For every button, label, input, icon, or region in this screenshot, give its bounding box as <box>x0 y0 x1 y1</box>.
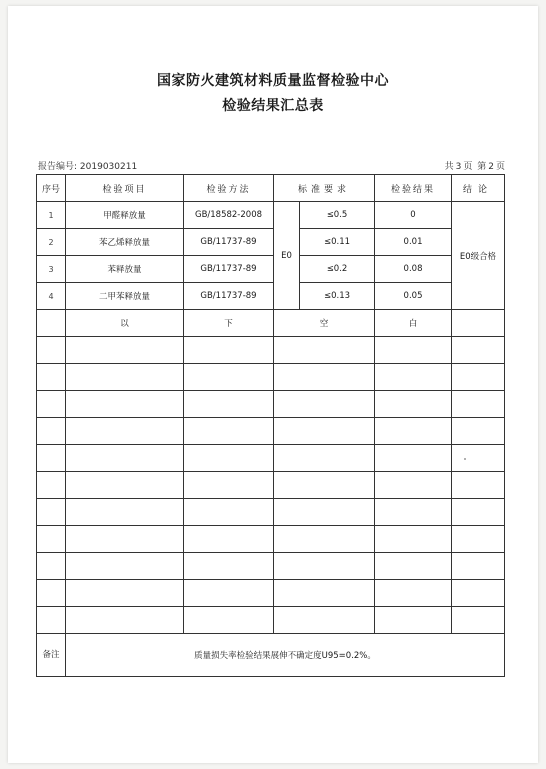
page-indicator <box>444 159 506 172</box>
blank-cell <box>66 418 184 445</box>
blank-cell <box>375 472 452 499</box>
blank-row <box>37 445 505 472</box>
blank-cell <box>274 337 375 364</box>
table-row <box>37 283 505 310</box>
document-title: 国家防火建筑材料质量监督检验中心 <box>157 73 389 89</box>
blank-cell <box>37 526 66 553</box>
blank-cell <box>37 418 66 445</box>
blank-cell <box>274 607 375 634</box>
row-method: GB/11737-89 <box>184 256 274 283</box>
blank-row <box>37 553 505 580</box>
blank-cell <box>37 364 66 391</box>
row-requirement: ≤0.2 <box>300 256 375 283</box>
row-seq: 3 <box>37 256 66 283</box>
blank-cell <box>66 526 184 553</box>
row-seq: 4 <box>37 283 66 310</box>
blank-cell <box>274 391 375 418</box>
table-row <box>37 202 505 229</box>
blank-cell <box>375 364 452 391</box>
blank-cell <box>452 418 505 445</box>
row-requirement: ≤0.13 <box>300 283 375 310</box>
blank-cell <box>66 445 184 472</box>
page-total-suffix: 页 <box>463 162 473 172</box>
blank-row <box>37 580 505 607</box>
null-terminator-4: 白 <box>375 310 452 337</box>
row-method: GB/11737-89 <box>184 229 274 256</box>
null-terminator-2: 下 <box>184 310 274 337</box>
blank-cell <box>184 499 274 526</box>
blank-cell <box>66 607 184 634</box>
blank-cell <box>66 499 184 526</box>
blank-cell <box>66 391 184 418</box>
blank-row <box>37 526 505 553</box>
blank-cell <box>184 364 274 391</box>
page-total-prefix: 共 <box>444 162 454 172</box>
report-number <box>38 159 137 172</box>
blank-cell <box>452 391 505 418</box>
blank-cell <box>274 472 375 499</box>
blank-cell <box>37 472 66 499</box>
header-seq: 序号 <box>37 175 66 202</box>
blank-cell <box>274 553 375 580</box>
row-seq: 1 <box>37 202 66 229</box>
blank-cell <box>274 364 375 391</box>
blank-cell <box>375 391 452 418</box>
blank-cell <box>66 337 184 364</box>
page-current-suffix: 页 <box>495 162 505 172</box>
blank-cell <box>452 445 505 472</box>
blank-cell <box>452 337 505 364</box>
blank-cell <box>184 580 274 607</box>
blank-cell <box>452 526 505 553</box>
table-row <box>37 256 505 283</box>
blank-cell <box>274 499 375 526</box>
row-requirement: ≤0.5 <box>300 202 375 229</box>
blank-cell <box>37 445 66 472</box>
header-conclusion: 结论 <box>452 175 505 202</box>
blank-cell <box>452 580 505 607</box>
row-seq: 2 <box>37 229 66 256</box>
blank-cell <box>66 580 184 607</box>
blank-cell <box>375 337 452 364</box>
header-standard: 标准要求 <box>274 175 375 202</box>
blank-cell <box>274 526 375 553</box>
blank-cell <box>184 472 274 499</box>
empty-cell <box>452 310 505 337</box>
blank-cell <box>375 526 452 553</box>
null-terminator-1: 以 <box>66 310 184 337</box>
blank-rows <box>37 337 505 634</box>
row-item: 苯释放量 <box>66 256 184 283</box>
blank-cell <box>452 607 505 634</box>
blank-cell <box>274 580 375 607</box>
blank-cell <box>37 553 66 580</box>
row-method: GB/11737-89 <box>184 283 274 310</box>
empty-cell <box>37 310 66 337</box>
page-current-prefix: 第 <box>477 162 487 172</box>
blank-cell <box>37 391 66 418</box>
row-item: 甲醛释放量 <box>66 202 184 229</box>
remark-text: 质量损失率检验结果展伸不确定度U95=0.2%。 <box>66 634 505 677</box>
row-item: 二甲苯释放量 <box>66 283 184 310</box>
blank-cell <box>184 337 274 364</box>
blank-cell <box>375 445 452 472</box>
row-result: 0.05 <box>375 283 452 310</box>
blank-cell <box>184 553 274 580</box>
blank-cell <box>66 364 184 391</box>
remark-label: 备注 <box>37 634 66 677</box>
conclusion: E0级合格 <box>452 202 505 310</box>
null-terminator-row <box>37 310 505 337</box>
results-table <box>36 174 505 677</box>
page-current: 2 <box>488 162 494 172</box>
blank-cell <box>184 391 274 418</box>
standard-grade: E0 <box>274 202 300 310</box>
blank-row <box>37 607 505 634</box>
blank-row <box>37 337 505 364</box>
blank-cell <box>452 364 505 391</box>
row-result: 0.01 <box>375 229 452 256</box>
row-result: 0.08 <box>375 256 452 283</box>
blank-cell <box>452 499 505 526</box>
blank-row <box>37 472 505 499</box>
blank-cell <box>375 418 452 445</box>
blank-cell <box>375 499 452 526</box>
row-result: 0 <box>375 202 452 229</box>
blank-cell <box>66 472 184 499</box>
blank-cell <box>184 445 274 472</box>
page-total: 3 <box>455 162 462 172</box>
blank-cell <box>66 553 184 580</box>
remark-row <box>37 634 505 677</box>
row-requirement: ≤0.11 <box>300 229 375 256</box>
table-header-row <box>37 175 505 202</box>
table-row <box>37 229 505 256</box>
blank-cell <box>375 553 452 580</box>
blank-cell <box>452 472 505 499</box>
row-method: GB/18582-2008 <box>184 202 274 229</box>
blank-row <box>37 499 505 526</box>
blank-row <box>37 418 505 445</box>
header-method: 检验方法 <box>184 175 274 202</box>
header-item: 检验项目 <box>66 175 184 202</box>
report-number-value: 2019030211 <box>79 162 138 172</box>
blank-cell <box>375 607 452 634</box>
blank-cell <box>274 418 375 445</box>
row-item: 苯乙烯释放量 <box>66 229 184 256</box>
blank-cell <box>274 445 375 472</box>
blank-row <box>37 391 505 418</box>
blank-cell <box>37 607 66 634</box>
blank-cell <box>452 553 505 580</box>
header-result: 检验结果 <box>375 175 452 202</box>
blank-cell <box>184 418 274 445</box>
blank-cell <box>37 337 66 364</box>
null-terminator-3: 空 <box>274 310 375 337</box>
blank-cell <box>37 580 66 607</box>
scan-speck <box>464 458 466 460</box>
blank-cell <box>375 580 452 607</box>
report-number-label: 报告编号: <box>38 162 78 172</box>
blank-cell <box>184 526 274 553</box>
blank-row <box>37 364 505 391</box>
document-subtitle: 检验结果汇总表 <box>222 98 324 114</box>
blank-cell <box>37 499 66 526</box>
blank-cell <box>184 607 274 634</box>
